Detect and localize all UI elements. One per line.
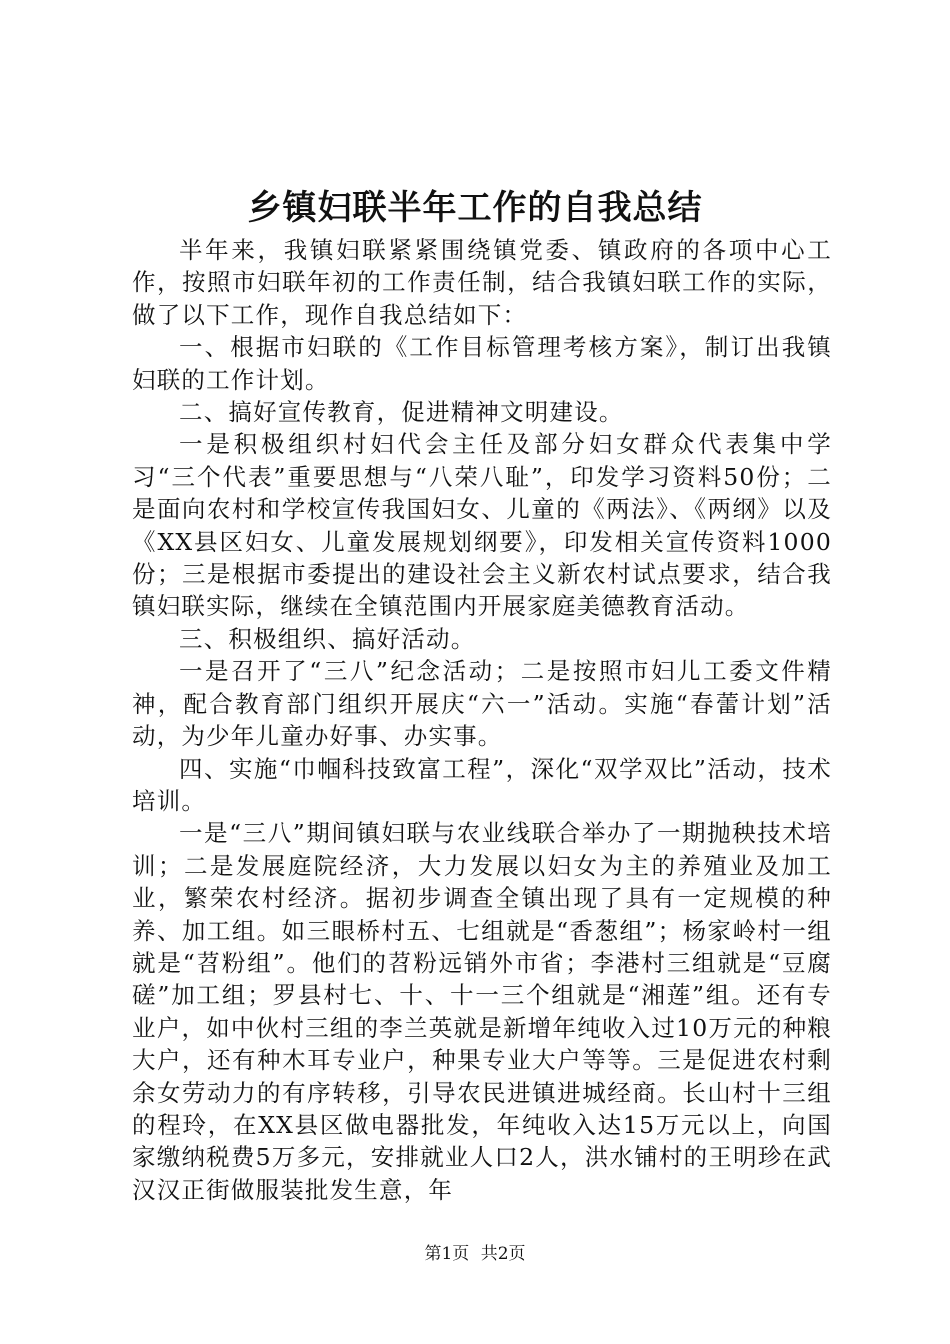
document-title: 乡镇妇联半年工作的自我总结 <box>247 188 703 228</box>
page-footer: 第1页 共2页 <box>424 1244 526 1264</box>
section-four-heading: 四、实施“巾帼科技致富工程”，深化“双学双比”活动，技术培训。 <box>132 754 832 815</box>
section-two-paragraph: 一是积极组织村妇代会主任及部分妇女群众代表集中学习“三个代表”重要思想与“八荣八耻”，印发学习资料50份；二是面向农村和学校宣传我国妇女、儿童的《两法》、《两纲》以及《XX县区妇女、儿童发展规划纲要》，印发相关宣传资料1000份；三是根据市委提出的建设社会主义新农村试点要求，结合我镇妇联实际，继续在全镇范围内开展家庭美德教育活动。 <box>132 430 832 621</box>
section-two-heading: 二、搞好宣传教育，促进精神文明建设。 <box>179 398 624 427</box>
section-one-heading: 一、根据市妇联的《工作目标管理考核方案》，制订出我镇妇联的工作计划。 <box>132 333 832 394</box>
section-four-paragraph: 一是“三八”期间镇妇联与农业线联合举办了一期抛秧技术培训；二是发展庭院经济，大力发展以妇女为主的养殖业及加工业，繁荣农村经济。据初步调查全镇出现了具有一定规模的种养、加工组。如三眼桥村五、七组就是“香葱组”；杨家岭村一组就是“苕粉组”。他们的苕粉远销外市省；李港村三组就是“豆腐磋”加工组；罗县村七、十、十一三个组就是“湘莲”组。还有专业户，如中伙村三组的李兰英就是新增年纯收入过10万元的种粮大户，还有种木耳专业户，种果专业大户等等。三是促进农村剩余女劳动力的有序转移，引导农民进镇进城经商。长山村十三组的程玲，在XX县区做电器批发，年纯收入达15万元以上，向国家缴纳税费5万多元，安排就业人口2人，洪水铺村的王明珍在武汉汉正街做服装批发生意，年 <box>132 819 832 1204</box>
document-body <box>132 234 832 1206</box>
section-three-heading: 三、积极组织、搞好活动。 <box>179 624 476 653</box>
intro-paragraph: 半年来，我镇妇联紧紧围绕镇党委、镇政府的各项中心工作，按照市妇联年初的工作责任制，结合我镇妇联工作的实际，做了以下工作，现作自我总结如下： <box>132 236 832 329</box>
section-three-paragraph: 一是召开了“三八”纪念活动；二是按照市妇儿工委文件精神，配合教育部门组织开展庆“六一”活动。实施“春蕾计划”活动，为少年儿童办好事、办实事。 <box>132 657 832 751</box>
